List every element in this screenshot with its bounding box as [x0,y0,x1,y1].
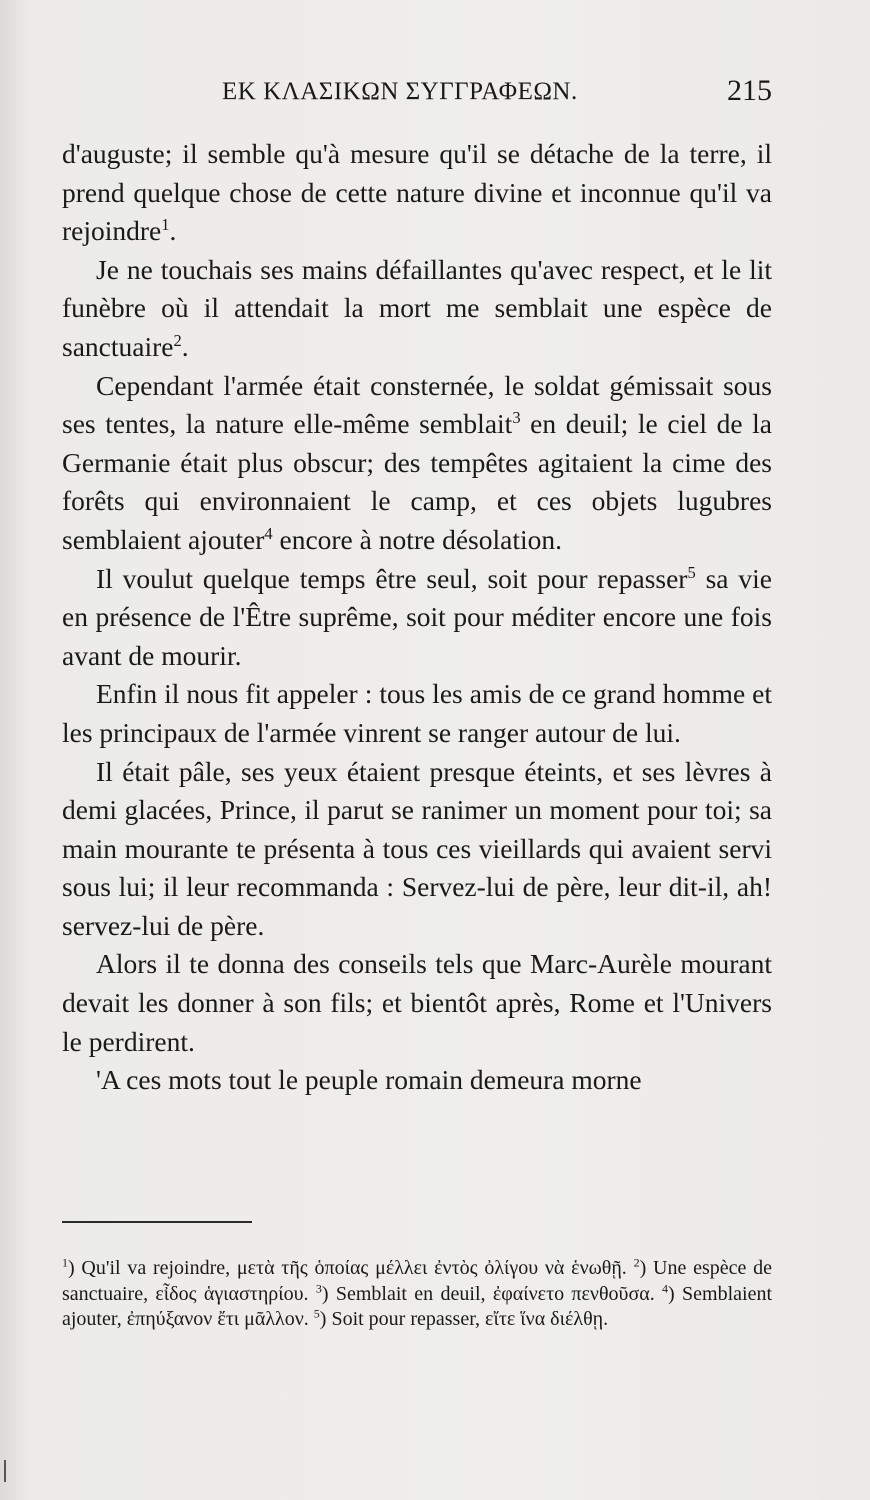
footnote-1 [62,1257,627,1279]
paragraph-3 [62,367,772,560]
page-header [62,74,772,114]
main-text [62,135,772,1100]
footnote-1-mark: 1 [62,1255,68,1270]
footnote-ref-1: 1 [161,215,170,235]
footnote-5-text: ) Soit pour repasser, εἴτε ἵνα διέλθῃ. [319,1308,609,1330]
paragraph-4-text-b: sa vie en présence de l'Être suprême, soit pour méditer encore une fois avant de mourir. [62,562,772,671]
paragraph-4 [62,560,772,676]
footnote-ref-3: 3 [512,408,521,427]
paragraph-3-text-b: en deuil; le ciel de la Germanie était plus obscur; des tempêtes agitaient la cime des forêts qui environnaient le camp, et ces objets lugubres semblaient ajouter [62,408,772,555]
paragraph-2-end: . [181,330,189,362]
running-title: ΕΚ ΚΛΑΣΙΚΩΝ ΣΥΓΓΡΑΦΕΩΝ. [222,78,578,105]
page-edge-mark [4,1460,6,1482]
footnote-5 [314,1308,608,1330]
paragraph-8: 'A ces mots tout le peuple romain demeura morne [96,1064,642,1096]
footnote-2-mark: 2 [633,1255,640,1270]
paragraph-3-text-a: Cependant l'armée était consternée, le soldat gémissait sous ses tentes, la nature elle-même semblait [62,369,772,440]
footnote-1-text: ) Qu'il va rejoindre, μετὰ τῆς ὁποίας μέλλει ἐντὸς ὀλίγου νὰ ἑνωθῇ. [68,1257,627,1279]
footnote-ref-5: 5 [687,562,696,582]
paragraph-3-text-c: encore à notre désolation. [272,523,563,555]
footnote-3-mark: 3 [315,1280,322,1295]
footnote-4-text: ) Semblaient ajouter, ἐπηύξανον ἔτι μᾶλλον. [62,1282,773,1330]
footnote-5-mark: 5 [313,1306,320,1321]
footnote-ref-2: 2 [173,330,182,350]
paragraph-2 [62,251,772,367]
paragraph-5: Enfin il nous fit appeler : tous les amis de ce grand homme et les principaux de l'armée vinrent se ranger autour de lui. [62,678,772,748]
footnote-4-mark: 4 [662,1280,669,1295]
paragraph-2-text: Je ne touchais ses mains défaillantes qu'avec respect, et le lit funèbre où il attendait la mort me semblait une espèce de sanctuaire [62,253,772,362]
paragraph-4-text-a: Il voulut quelque temps être seul, soit pour repasser [96,562,688,594]
footnote-3-text: ) Semblait en deuil, ἐφαίνετο πενθοῦσα. [321,1282,655,1305]
paragraph-7: Alors il te donna des conseils tels que Marc-Aurèle mourant devait les donner à son fils; et bientôt après, Rome et l'Univers le perdirent. [62,948,772,1057]
footnote-2-text: ) Une espèce de sanctuaire, εἶδος ἁγιαστηρίου. [62,1257,772,1305]
page-number: 215 [727,74,772,107]
footnote-divider [62,1221,252,1223]
paragraph-1 [62,135,772,251]
paragraph-6: Il était pâle, ses yeux étaient presque éteints, et ses lèvres à demi glacées, Prince, il parut se ranimer un moment pour toi; sa main mourante te présenta à tous ces vieillards qui avaient servi sous lui; il leur recommanda : Servez-lui de père, leur dit-il, ah! servez-lui de père. [62,755,772,941]
paragraph-1-text: d'auguste; il semble qu'à mesure qu'il se détache de la terre, il prend quelque chose de cette nature divine et inconnue qu'il va rejoindre [62,138,772,247]
paragraph-1-end: . [169,215,177,247]
footnote-ref-4: 4 [264,523,273,543]
footnote-3 [315,1280,655,1305]
footnotes [62,1256,772,1333]
